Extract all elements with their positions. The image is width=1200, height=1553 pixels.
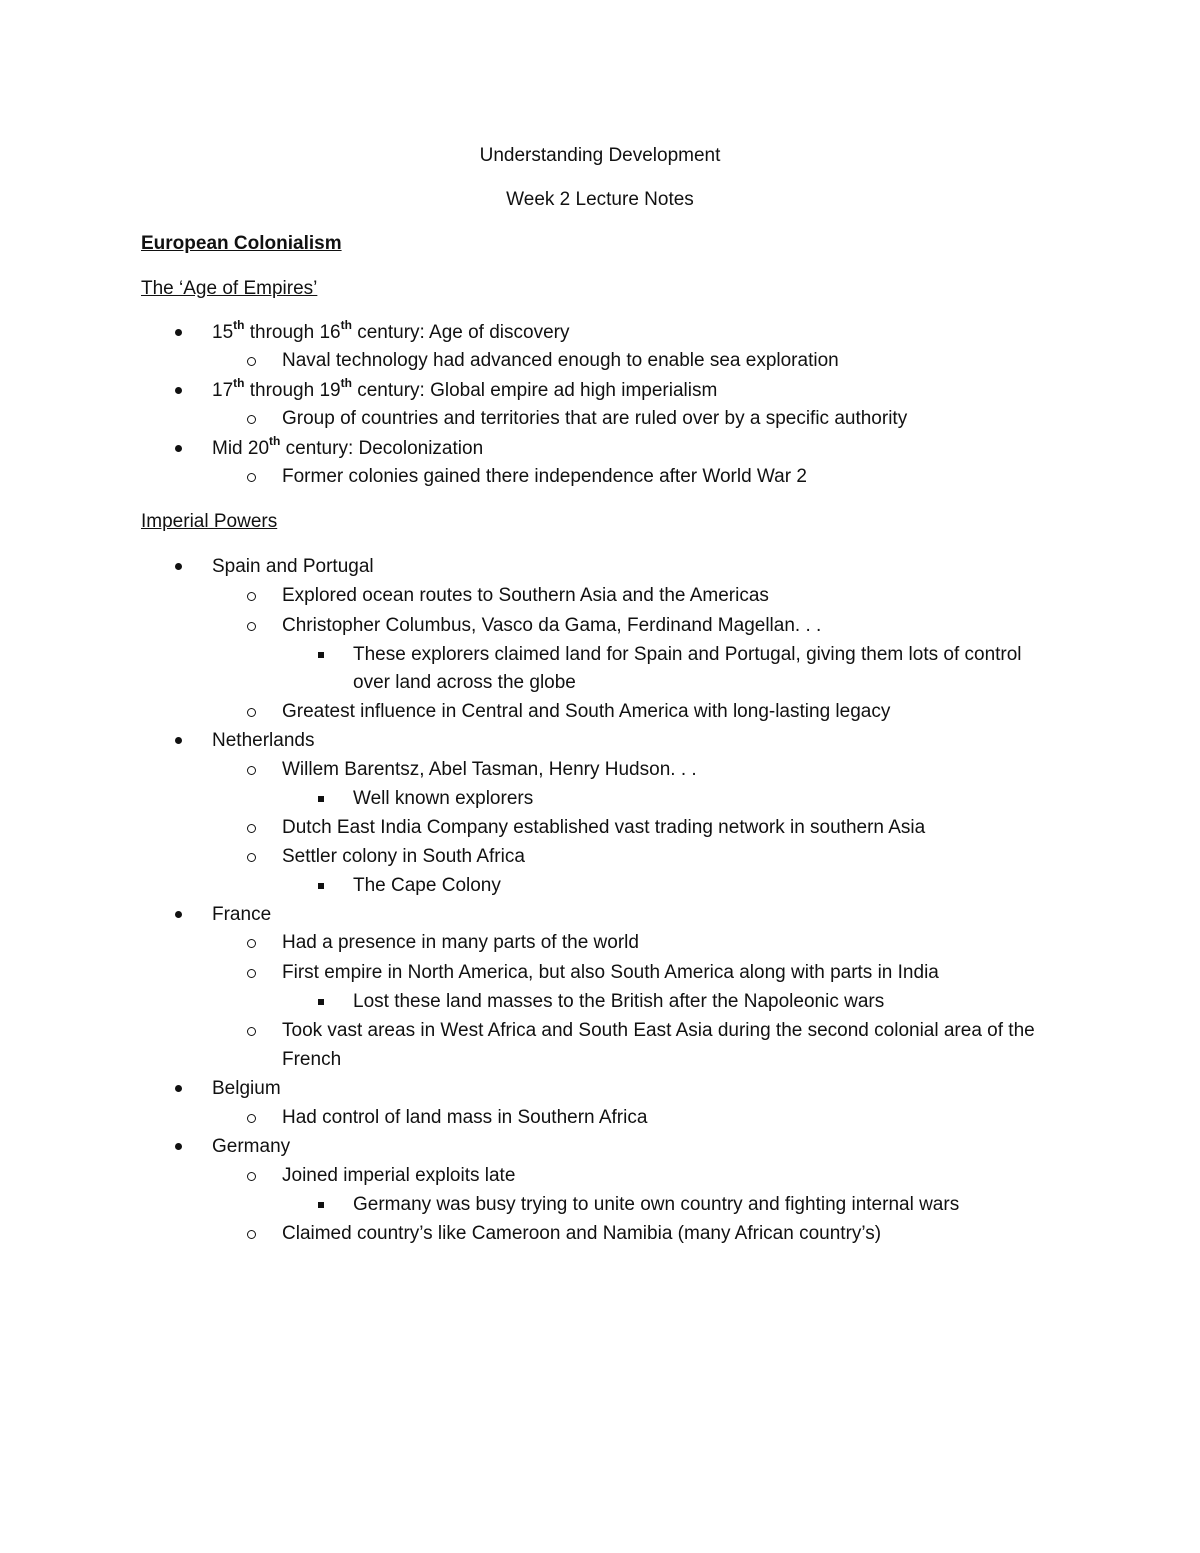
list-item: Mid 20th century: Decolonization — [212, 433, 484, 459]
list-subitem: Joined imperial exploits late — [282, 1165, 516, 1186]
bullet-square — [318, 1202, 324, 1208]
list-subitem: Naval technology had advanced enough to enable sea exploration — [282, 350, 839, 371]
bullet-circle — [247, 592, 256, 601]
list-subsubitem: Lost these land masses to the British after the Napoleonic wars — [353, 991, 885, 1012]
list-subitem: Settler colony in South Africa — [282, 846, 525, 867]
list-subsubitem: Well known explorers — [353, 788, 534, 809]
age-of-empires-heading: The ‘Age of Empires’ — [141, 278, 318, 299]
bullet-square — [318, 999, 324, 1005]
bullet-circle — [247, 1027, 256, 1036]
bullet-disc — [175, 1085, 182, 1092]
bullet-disc — [175, 445, 182, 452]
list-subsubitem: The Cape Colony — [353, 875, 501, 896]
document-title: Understanding Development — [479, 145, 721, 166]
bullet-disc — [175, 329, 182, 336]
bullet-circle — [247, 969, 256, 978]
bullet-circle — [247, 708, 256, 717]
bullet-square — [318, 652, 324, 658]
bullet-circle — [247, 622, 256, 631]
section-heading: European Colonialism — [141, 233, 342, 254]
bullet-disc — [175, 911, 182, 918]
list-item: Germany — [212, 1136, 291, 1157]
list-subitem: Had control of land mass in Southern Africa — [282, 1107, 648, 1128]
bullet-circle — [247, 1172, 256, 1181]
list-subitem: Willem Barentsz, Abel Tasman, Henry Hudson. . . — [282, 759, 697, 780]
list-subitem: Group of countries and territories that are ruled over by a specific authority — [282, 408, 908, 429]
list-subsubitem-continuation: over land across the globe — [353, 672, 576, 693]
bullet-disc — [175, 1143, 182, 1150]
list-subitem: Christopher Columbus, Vasco da Gama, Ferdinand Magellan. . . — [282, 615, 822, 636]
list-subsubitem: These explorers claimed land for Spain and Portugal, giving them lots of control — [353, 644, 1022, 665]
list-item: Belgium — [212, 1078, 281, 1099]
bullet-disc — [175, 387, 182, 394]
list-item: 17th through 19th century: Global empire ad high imperialism — [212, 375, 718, 401]
bullet-circle — [247, 853, 256, 862]
bullet-disc — [175, 563, 182, 570]
list-subitem: Had a presence in many parts of the world — [282, 932, 639, 953]
bullet-circle — [247, 415, 256, 424]
bullet-circle — [247, 824, 256, 833]
list-item: Netherlands — [212, 730, 315, 751]
list-item: 15th through 16th century: Age of discovery — [212, 317, 570, 343]
list-subsubitem: Germany was busy trying to unite own country and fighting internal wars — [353, 1194, 960, 1215]
bullet-disc — [175, 737, 182, 744]
list-subitem: Greatest influence in Central and South America with long-lasting legacy — [282, 701, 891, 722]
bullet-circle — [247, 766, 256, 775]
bullet-circle — [247, 1230, 256, 1239]
imperial-powers-heading: Imperial Powers — [141, 511, 278, 532]
bullet-circle — [247, 1114, 256, 1123]
bullet-circle — [247, 939, 256, 948]
list-subitem: Explored ocean routes to Southern Asia and the Americas — [282, 585, 769, 606]
list-subitem: First empire in North America, but also South America along with parts in India — [282, 962, 939, 983]
list-subitem: Dutch East India Company established vast trading network in southern Asia — [282, 817, 926, 838]
bullet-circle — [247, 473, 256, 482]
list-subitem: Claimed country’s like Cameroon and Namibia (many African country’s) — [282, 1223, 882, 1244]
list-subitem: Took vast areas in West Africa and South East Asia during the second colonial area of the — [282, 1020, 1035, 1041]
list-subitem: Former colonies gained there independence after World War 2 — [282, 466, 807, 487]
document-subtitle: Week 2 Lecture Notes — [506, 189, 694, 210]
bullet-square — [318, 796, 324, 802]
list-item: France — [212, 904, 272, 925]
list-item: Spain and Portugal — [212, 556, 374, 577]
bullet-circle — [247, 357, 256, 366]
bullet-square — [318, 883, 324, 889]
list-subitem-continuation: French — [282, 1049, 342, 1070]
